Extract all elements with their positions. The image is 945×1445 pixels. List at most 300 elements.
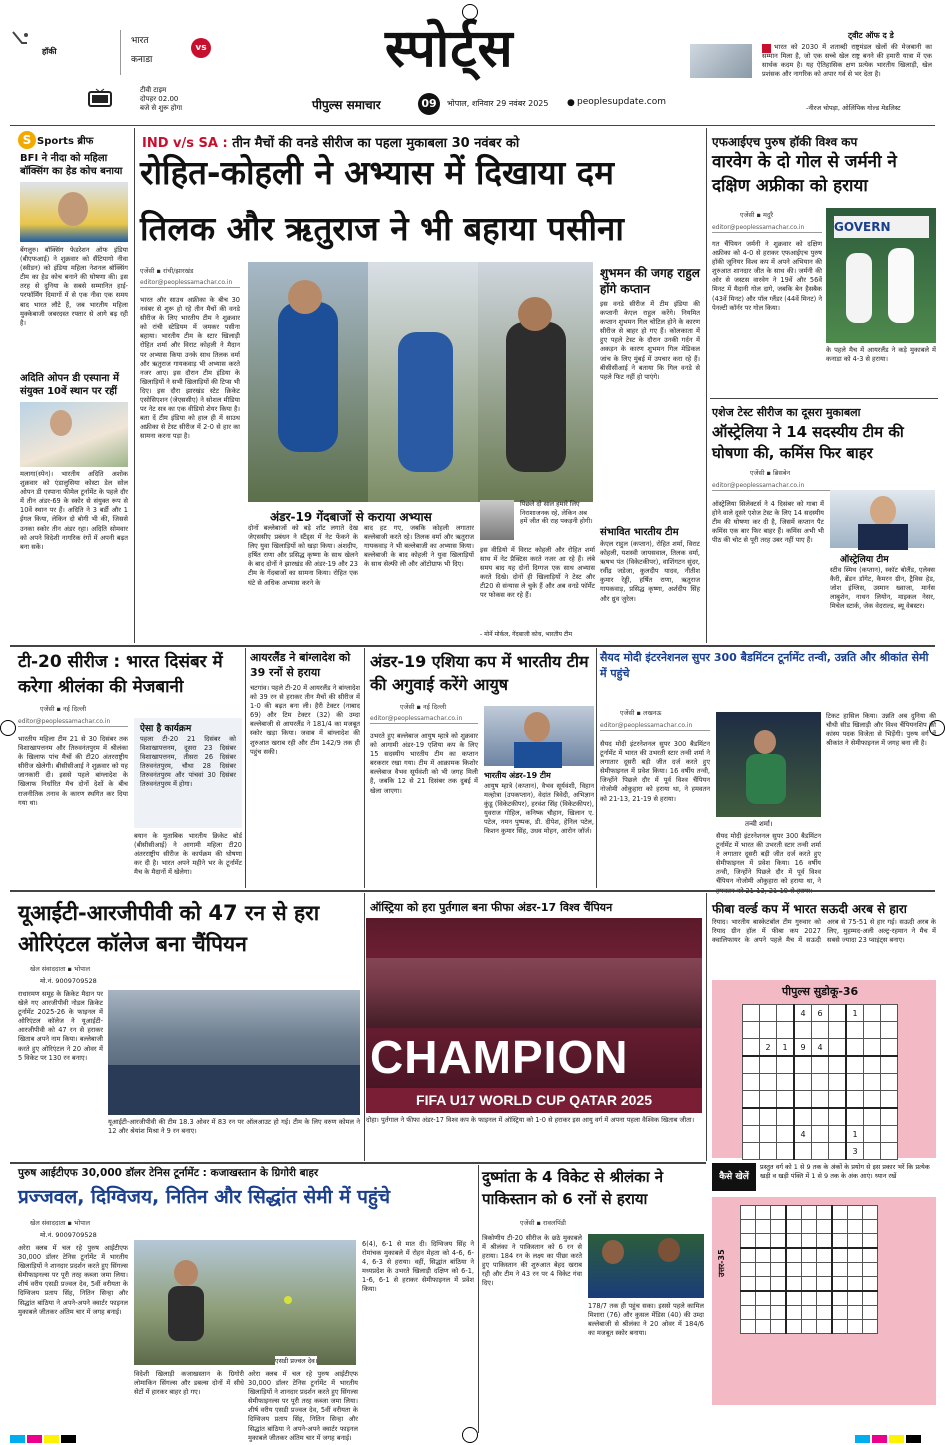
tennis-kicker: पुरुष आईटीएफ 30,000 डॉलर टेनिस टूर्नामेंट : कजाखस्तान के ग्रिगोरी बाहर bbox=[18, 1167, 319, 1179]
sudoku-cell bbox=[881, 1005, 898, 1022]
dateline: भोपाल, शनिवार 29 नवंबर 2025 bbox=[447, 99, 549, 108]
saudi-headline: फीबा वर्ल्ड कप में भारत सऊदी अरब से हारा bbox=[712, 902, 907, 916]
hockey-label: हॉकी bbox=[42, 47, 57, 56]
masthead-rule bbox=[10, 125, 935, 126]
col-rule-ireland bbox=[364, 648, 365, 888]
hockey-body: गत चैंपियन जर्मनी ने शुक्रवार को दक्षिण अफ्रीका को 4-0 से हराकर एफआईएच पुरुष हॉकी जूनियर विश्व कप में अपने अभियान की शुरुआत शानदार जीत के साथ की। जर्मनी की ओर से जस्टस वारवेग ने 19वें और 56वें मिनट में मैदानी गोल दागे, जबकि बेन हैसबैक (43वें मिनट) और पॉल ग्लैंडर (44वें मिनट) ने पेनल्टी कॉर्नर पर गोल किया। bbox=[712, 240, 822, 312]
answer-cell bbox=[756, 1306, 771, 1320]
ashes-squad-title: ऑस्ट्रेलिया टीम bbox=[840, 555, 889, 565]
sudoku-answer-panel bbox=[712, 1197, 936, 1405]
answer-cell bbox=[786, 1263, 802, 1277]
sudoku-cell bbox=[743, 1126, 760, 1143]
masthead-bar bbox=[312, 93, 697, 115]
answer-cell bbox=[802, 1291, 817, 1306]
fifa-caption: दोहा। पुर्तगाल ने फीफा अंडर-17 विश्व कप के फाइनल में ऑस्ट्रिया को 1-0 से हराकर इस आयु वर्ग में अपना पहला वैश्विक खिताब जीता। bbox=[366, 1116, 695, 1124]
section-rule-2 bbox=[10, 890, 935, 892]
brief2-body: मलागा(स्पेन)। भारतीय अदिति अशोक शुक्रवार को एंडालुसिया कोस्टा डेल सोल ओपन डी एस्पाना फीमेल टूर्नामेंट के पहले दौर में तीन अंडर-69 के स्कोर से संयुक्त रूप से 10वें स्थान पर हैं। अदिति ने 3 बर्डी और 1 ईगल किया, लेकिन दो बोगी भी की, जिससे उनका स्कोर तीन अंडर रहा। अदिति सोमवार को अपने विदेशी नागरिक रंगों में अपनी बढ़त बना सकें। bbox=[20, 470, 128, 551]
magenta-patch-2 bbox=[872, 1435, 887, 1443]
hockey-byline: एजेंसी ▪ मदुरै bbox=[740, 211, 774, 219]
fifa-champion-text: CHAMPION bbox=[370, 1031, 629, 1083]
answer-cell bbox=[832, 1306, 848, 1320]
sudoku-cell bbox=[812, 1074, 829, 1091]
uit-team-photo bbox=[108, 990, 360, 1115]
answer-cell bbox=[771, 1291, 787, 1306]
ireland-body: चटगांव। पहले टी-20 में आयरलैंड ने बांग्लादेश को 39 रन से हराकर तीन मैचों की सीरीज में 1-0 की बढ़त बना ली। हैरी टेक्टर (नाबाद 69) और टिम टेक्टर (32) की उम्दा बल्लेबाजी से आयरलैंड ने 181/4 का मजबूत स्कोर खड़ा किया। जवाब में बांग्लादेश की शुरुआत खराब रही और टीम 142/9 तक ही पहुंच सकी। bbox=[250, 684, 360, 756]
answer-cell bbox=[786, 1306, 802, 1320]
sudoku-cell bbox=[760, 1074, 777, 1091]
answer-cell bbox=[817, 1277, 833, 1292]
badminton-body: सैयद मोदी इंटरनेशनल सुपर 300 बैडमिंटन टूर्नामेंट में भारत की उभरती स्टार तन्वी शर्मा ने लगातार दूसरी बड़ी जीत दर्ज करते हुए सेमीफाइनल में प्रवेश किया। 16 वर्षीय तन्वी, जिन्होंने पिछले दौर में पूर्व विश्व चैंपियन नोजोमी ओकुहारा को हराया था, ने हमवतन को 21-13, 21-19 से हराया। bbox=[600, 740, 710, 803]
col-rule-tennis bbox=[478, 1165, 479, 1433]
schedule-title: ऐसा है कार्यक्रम bbox=[140, 724, 192, 734]
answer-cell bbox=[832, 1277, 848, 1292]
how-to-play-box bbox=[712, 1163, 936, 1193]
cummins-face bbox=[870, 496, 896, 526]
u19-team: आयुष म्हात्रे (कप्तान), वैभव सूर्यवंशी, विहान मल्होत्रा (उपकप्तान), वेदांत त्रिवेदी, अभिज्ञान कुंडू (विकेटकीपर), हरवंश सिंह (विकेटकीपर), युवराज गोहिल, कनिष्क चौहान, खिलान ए. पटेल, नमन पुष्पक, डी. दीपेश, हेनिल पटेल, किशन कुमार सिंह, उधव मोहन, आरोन जॉर्ज। bbox=[484, 782, 594, 836]
answer-cell bbox=[848, 1277, 863, 1292]
answer-cell bbox=[756, 1320, 771, 1334]
col-rule-uit bbox=[364, 893, 365, 1161]
dushmantha-headline: दुष्मांता के 4 विकेट से श्रीलंका ने पाकिस्तान को 6 रनों से हराया bbox=[482, 1168, 664, 1208]
t20-headline: टी-20 सीरीज : भारत दिसंबर में करेगा श्रीलंका की मेजबानी bbox=[18, 652, 223, 697]
sudoku-cell bbox=[829, 1074, 847, 1091]
answer-cell bbox=[863, 1234, 878, 1249]
tennis-body-2: 6(4), 6-1 से मात दी। दिग्विजय सिंह ने रोमांचक मुकाबले में रोहन मेहता को 4-6, 6-4, 6-3 से हराया। वहीं, सिद्धांत बांठिया ने मध्यप्रदेश के उभरते खिलाड़ी दक्षिण को 6-1, 1-6, 6-1 से हराकर सेमीफाइनल में प्रवेश किया। bbox=[362, 1240, 474, 1294]
lead-byline: एजेंसी ▪ रांची/झारखंड bbox=[140, 267, 194, 275]
sudoku-cell bbox=[812, 1143, 829, 1160]
tennis-photo bbox=[134, 1240, 356, 1365]
sudoku-cell bbox=[777, 1056, 795, 1074]
paper-name: पीपुल्स समाचार bbox=[312, 98, 381, 112]
tennis-caption: विदेशी खिलाड़ी कजाखस्तान के ग्रिगोरी लोमाकिन सिंगल्स और डबल्स दोनों में सीधे सेटों में हारकर बाहर हो गए। bbox=[134, 1370, 244, 1397]
sudoku-panel bbox=[712, 980, 936, 1158]
answer-row bbox=[741, 1306, 878, 1320]
sudoku-cell bbox=[794, 1074, 812, 1091]
answer-cell bbox=[817, 1248, 833, 1263]
aditi-face bbox=[50, 410, 72, 436]
sudoku-cell bbox=[777, 1108, 795, 1126]
masthead-title: स्पोर्ट्स bbox=[385, 19, 514, 79]
answer-cell bbox=[771, 1277, 787, 1292]
quote-author: - मोर्ने मोर्कल, गेंदबाजी कोच, भारतीय टीम bbox=[480, 631, 573, 638]
ashes-byline: एजेंसी ▪ ब्रिसबेन bbox=[750, 469, 791, 477]
answer-cell bbox=[741, 1306, 756, 1320]
registration-mark-left bbox=[0, 720, 16, 736]
answer-cell bbox=[771, 1306, 787, 1320]
ashes-body: ऑस्ट्रेलिया सिलेक्टर्स ने 4 दिसंबर को गाबा में होने वाले दूसरे एशेज टेस्ट के लिए 14 सदस्यीय टीम की घोषणा कर दी है, जिसमें कप्तान पैट कमिंस एक बार फिर बाहर हैं। कमिंस अभी भी पीठ की चोट से पूरी तरह उबर नहीं पाए हैं। bbox=[712, 500, 824, 545]
hockey-headline: वारवेग के दो गोल से जर्मनी ने दक्षिण अफ्रीका को हराया bbox=[712, 152, 897, 196]
page-number: 09 bbox=[418, 93, 440, 115]
answer-row bbox=[741, 1263, 878, 1277]
kohli-jersey bbox=[278, 302, 338, 452]
answer-cell bbox=[863, 1220, 878, 1234]
answer-cell bbox=[848, 1248, 863, 1263]
answer-cell bbox=[863, 1320, 878, 1334]
answer-cell bbox=[832, 1248, 848, 1263]
fifa-crowd bbox=[366, 958, 702, 1028]
sudoku-cell bbox=[829, 1126, 847, 1143]
right-column-rule bbox=[706, 128, 707, 643]
morkel-photo bbox=[480, 500, 514, 540]
registration-mark-top bbox=[462, 4, 478, 20]
sudoku-cell bbox=[881, 1108, 898, 1126]
answer-row bbox=[741, 1248, 878, 1263]
answer-cell bbox=[756, 1291, 771, 1306]
answer-cell bbox=[802, 1306, 817, 1320]
sudoku-cell bbox=[864, 1074, 881, 1091]
sudoku-cell bbox=[743, 1108, 760, 1126]
sudoku-cell bbox=[812, 1108, 829, 1126]
tennis-body: अरेरा क्लब में चल रहे पुरुष आईटीएफ 30,000 डॉलर टेनिस टूर्नामेंट में भारतीय खिलाड़ियों ने शानदार प्रदर्शन करते हुए सिंगल्स सेमीफाइनल्स पर पूरी तरह कब्जा जमा लिया। शीर्ष वरीय एसडी प्रज्वल देव, 5वीं वरीयता के दिग्विजय प्रताप सिंह, नितिन सिन्हा और सिद्धांत बांठिया ने अपने-अपने क्वार्टर फाइनल मुकाबले जीतकर अंतिम चार में जगह बनाई। bbox=[18, 1244, 128, 1316]
hockey-photo bbox=[826, 208, 936, 343]
answer-cell bbox=[848, 1206, 863, 1220]
answer-cell bbox=[786, 1277, 802, 1292]
hockey-kicker: एफआईएच पुरुष हॉकी विश्व कप bbox=[712, 135, 858, 149]
answer-cell bbox=[817, 1234, 833, 1249]
fifa-headline: ऑस्ट्रिया को हरा पुर्तगाल बना फीफा अंडर-17 विश्व चैंपियन bbox=[370, 901, 613, 914]
answer-row bbox=[741, 1206, 878, 1220]
sudoku-row bbox=[743, 1039, 898, 1057]
saudi-body: रियाद। भारतीय बास्केटबॉल टीम गुरुवार को रियाद ग्रीन हॉल में फीबा कप 2027 क्वालिफायर के अपने पहले मैच में सऊदी अरब से 75-51 से हार गई। सऊदी अरब के लिए, मुहम्मद-अली अल्ट्र-रहमान ने मैच में सबसे ज्यादा 23 प्वाइंट्स बनाए। bbox=[712, 918, 936, 945]
hockey-match-box bbox=[120, 30, 231, 75]
sudoku-row bbox=[743, 1126, 898, 1143]
sudoku-cell bbox=[881, 1022, 898, 1039]
ayush-jersey bbox=[514, 742, 562, 768]
answer-cell bbox=[756, 1263, 771, 1277]
tanvi-photo bbox=[716, 712, 821, 817]
sudoku-cell bbox=[794, 1091, 812, 1109]
sudoku-row bbox=[743, 1143, 898, 1160]
sudoku-cell: 4 bbox=[812, 1039, 829, 1057]
answer-cell bbox=[802, 1320, 817, 1334]
registration-mark-right bbox=[929, 720, 945, 736]
sudoku-cell bbox=[777, 1126, 795, 1143]
brief1-body: बेंगलुरु। बॉक्सिंग फेडरेशन ऑफ इंडिया (बीएफआई) ने शुक्रवार को सैंटियागो नीवा (स्वीडन) को इंडिया महिला नेशनल बॉक्सिंग टीम का हेड कोच बनाने की घोषणा की। इस तरह से दुनिया के सबसे सम्मानित हाई-परफॉर्मिंग दिमागों में से एक नीवा एक समय बाद भारत लौटे हैं, जब भारतीय महिला मुक्केबाजी जबरदस्त रफ्तार से आगे बढ़ रही है। bbox=[20, 246, 128, 327]
tennis-body-3: अरेरा क्लब में चल रहे पुरुष आईटीएफ 30,000 डॉलर टेनिस टूर्नामेंट में भारतीय खिलाड़ियों ने शानदार प्रदर्शन करते हुए सिंगल्स सेमीफाइनल्स पर पूरी तरह कब्जा जमा लिया। शीर्ष वरीय एसडी प्रज्वल देव, 5वीं वरीयता के दिग्विजय प्रताप सिंह, नितिन सिन्हा और सिद्धांत बांठिया ने अपने-अपने क्वार्टर फाइनल मुकाबले जीतकर अंतिम चार में जगह बनाई। bbox=[248, 1370, 358, 1442]
answer-cell bbox=[756, 1206, 771, 1220]
squad-title: संभावित भारतीय टीम bbox=[600, 527, 679, 538]
answer-cell bbox=[848, 1320, 863, 1334]
tennis-player-head bbox=[174, 1260, 198, 1286]
answer-cell bbox=[848, 1306, 863, 1320]
sudoku-cell: 4 bbox=[794, 1005, 812, 1022]
sudoku-cell bbox=[812, 1056, 829, 1074]
side-headline: शुभमन की जगह राहुल होंगे कप्तान bbox=[600, 266, 700, 296]
sudoku-cell: 4 bbox=[794, 1126, 812, 1143]
t20-byline: एजेंसी ▪ नई दिल्ली bbox=[40, 705, 87, 713]
sudoku-cell bbox=[760, 1056, 777, 1074]
ayush-photo bbox=[484, 706, 594, 766]
sports-brief-logo: S bbox=[18, 131, 36, 149]
dushmantha-photo bbox=[588, 1234, 704, 1298]
team1-label: भारत bbox=[131, 36, 149, 46]
answer-cell bbox=[848, 1220, 863, 1234]
answer-cell bbox=[863, 1306, 878, 1320]
sudoku-cell bbox=[743, 1056, 760, 1074]
lead-kicker-label: IND v/s SA : bbox=[142, 136, 228, 151]
sudoku-cell bbox=[812, 1091, 829, 1109]
answer-cell bbox=[832, 1263, 848, 1277]
sudoku-cell bbox=[777, 1143, 795, 1160]
tv-time-1: दोपहर 02.00 bbox=[140, 95, 179, 103]
sudoku-cell bbox=[864, 1143, 881, 1160]
uit-body: राधारमण समूह के क्रिकेट मैदान पर खेले गए आरजीपीवी नोडल क्रिकेट टूर्नामेंट 2025-26 के फाइनल में ओरिएंटल कॉलेज ने यूआईटी-आरजीपीवी को 47 रन से हराकर खिताब अपने नाम किया। बल्लेबाजी करते हुए ओरिएंटल ने 20 ओवर में 5 विकेट पर 130 रन बनाए। bbox=[18, 990, 103, 1062]
sudoku-cell bbox=[743, 1143, 760, 1160]
answer-cell bbox=[832, 1291, 848, 1306]
quote-text: पिछले दो साल हमारे लिए निराशाजनक रहे, लेकिन अब हमें जीत की राह पकड़नी होगी। bbox=[520, 500, 593, 525]
answer-cell bbox=[817, 1291, 833, 1306]
tilak-jersey bbox=[398, 332, 453, 472]
lead-email: editor@peoplessamachar.co.in bbox=[140, 279, 240, 288]
sudoku-cell bbox=[743, 1005, 760, 1022]
rohit-head bbox=[518, 297, 552, 331]
sudoku-cell bbox=[829, 1091, 847, 1109]
sudoku-cell bbox=[864, 1126, 881, 1143]
sudoku-cell bbox=[794, 1108, 812, 1126]
lead-photo-caption: अंडर-19 गेंदबाजों से कराया अभ्यास bbox=[270, 510, 432, 524]
answer-cell bbox=[802, 1206, 817, 1220]
quote-body: इस वीडियो में विराट कोहली और रोहित शर्मा साथ में नेट प्रैक्टिस करते नजर आ रहे हैं। लंबे समय बाद यह दोनों दिग्गज एक साथ अभ्यास करते दिखे। दोनों ही खिलाड़ियों ने टेस्ट और टी20 से संन्यास ले चुके हैं और अब वनडे फॉर्मेट पर फोकस कर रहे हैं। bbox=[480, 546, 595, 600]
sudoku-cell bbox=[777, 1074, 795, 1091]
tweet-text: भारत को 2030 में शताब्दी राष्ट्रमंडल खेलों की मेजबानी का सम्मान मिला है, जो एक सच्चे खेल राष्ट्र बनने की हमारी यात्रा में एक सार्थक कदम है। यह ऐतिहासिक क्षण प्रत्येक भारतीय खिलाड़ी, खेल प्रशंसक और नागरिक को अपार गर्व से भर देता है। bbox=[762, 43, 932, 79]
u19-byline: एजेंसी ▪ नई दिल्ली bbox=[400, 703, 447, 711]
section-rule-1 bbox=[10, 645, 935, 647]
registration-mark-bottom bbox=[462, 1427, 478, 1443]
hockey-photo-board: GOVERN bbox=[834, 216, 929, 238]
sudoku-cell: 9 bbox=[794, 1039, 812, 1057]
sudoku-row bbox=[743, 1074, 898, 1091]
answer-cell bbox=[786, 1220, 802, 1234]
sudoku-cell bbox=[881, 1056, 898, 1074]
cyan-patch-2 bbox=[855, 1435, 870, 1443]
answer-cell bbox=[863, 1206, 878, 1220]
answer-cell bbox=[832, 1234, 848, 1249]
answer-row bbox=[741, 1234, 878, 1249]
sudoku-cell bbox=[743, 1091, 760, 1109]
sudoku-cell bbox=[846, 1056, 864, 1074]
ireland-headline: आयरलैंड ने बांग्लादेश को 39 रनों से हराया bbox=[250, 651, 351, 679]
hockey-email: editor@peoplessamachar.co.in bbox=[712, 224, 822, 233]
u19-body: उभरते हुए बल्लेबाज आयुष म्हात्रे को शुक्रवार को आगामी अंडर-19 एशिया कप के लिए 15 सदस्यीय भारतीय टीम का कप्तान बरकरार रखा गया। टीम में आक्रामक किशोर बल्लेबाज वैभव सूर्यवंशी को भी जगह मिली है, जबकि 12 से 21 दिसंबर तक दुबई में खेला जाएगा। bbox=[370, 732, 478, 795]
sudoku-cell bbox=[829, 1039, 847, 1057]
ashes-headline: ऑस्ट्रेलिया ने 14 सदस्यीय टीम की घोषणा की, कमिंस फिर बाहर bbox=[712, 423, 904, 462]
col-rule-u19 bbox=[596, 648, 597, 888]
sudoku-grid bbox=[742, 1004, 898, 1160]
answer-cell bbox=[756, 1277, 771, 1292]
cmyk-strip-right bbox=[855, 1435, 921, 1443]
sudoku-row bbox=[743, 1091, 898, 1109]
sudoku-cell bbox=[829, 1005, 847, 1022]
sudoku-cell bbox=[777, 1005, 795, 1022]
sudoku-cell bbox=[846, 1039, 864, 1057]
sudoku-title: पीपुल्स सुडोकू-36 bbox=[782, 985, 859, 998]
answer-cell bbox=[817, 1320, 833, 1334]
black-patch-2 bbox=[906, 1435, 921, 1443]
uit-phone: मो.नं. 9009709528 bbox=[40, 977, 97, 985]
hockey-player-1 bbox=[846, 253, 872, 323]
sudoku-cell bbox=[864, 1108, 881, 1126]
u19-email: editor@peoplessamachar.co.in bbox=[370, 715, 478, 724]
answer-cell bbox=[832, 1220, 848, 1234]
badminton-body-2: टिकट हासिल किया। उन्नति अब दुनिया की चौथी सीड खिलाड़ी और विश्व चैंपियनशिप की कांस्य पदक विजेता से भिड़ेंगी। पुरुष वर्ग में श्रीकांत ने सेमीफाइनल में जगह बना ली है। bbox=[826, 712, 936, 748]
answer-cell bbox=[817, 1220, 833, 1234]
answer-cell bbox=[802, 1263, 817, 1277]
tanvi-caption: तन्वी शर्मा। bbox=[745, 820, 773, 828]
answer-cell bbox=[817, 1206, 833, 1220]
sudoku-cell bbox=[864, 1091, 881, 1109]
sudoku-cell: 1 bbox=[777, 1039, 795, 1057]
answer-cell bbox=[786, 1291, 802, 1306]
sudoku-cell bbox=[846, 1074, 864, 1091]
tv-time-2: बजे से शुरू होगा bbox=[140, 104, 183, 112]
how-to-play-label: कैसे खेलें bbox=[712, 1163, 756, 1191]
dushmantha-byline: एजेंसी ▪ रावलपिंडी bbox=[520, 1219, 566, 1227]
player-1-head bbox=[602, 1240, 624, 1264]
team2-label: कनाडा bbox=[131, 55, 153, 65]
website-icon: ● bbox=[567, 98, 575, 108]
left-column-rule bbox=[134, 128, 135, 643]
lead-col-3: दोनों बल्लेबाजों को बड़े शॉट लगाते देख जेएससीए प्रबंधन ने स्टैंड्स में नेट फेंकने के लिए युवा खिलाड़ियों को खड़ा किया। अंशदीप, हर्षित राणा और प्रसिद्ध कृष्णा के साथ खेलने के बाद दोनों ने झारखंड की अंडर-19 और 23 टीम के गेंदबाजों का सामना किया। रोहित एक घंटे से अधिक अभ्यास करने के bbox=[248, 524, 358, 587]
sudoku-cell bbox=[743, 1039, 760, 1057]
schedule-body: पहला टी-20 21 दिसंबर को विशाखापत्तनम, दूसरा 23 दिसंबर विशाखापत्तनम, तीसरा 26 दिसंबर तिरुवनंतपुरम, चौथा 28 दिसंबर तिरुवनंतपुरम और पांचवां 30 दिसंबर तिरुवनंतपुरम में होगा। bbox=[140, 735, 236, 789]
sudoku-cell bbox=[846, 1108, 864, 1126]
tv-icon bbox=[88, 88, 112, 108]
u19-headline: अंडर-19 एशिया कप में भारतीय टीम की अगुवाई करेंगे आयुष bbox=[370, 652, 589, 694]
sudoku-cell bbox=[794, 1056, 812, 1074]
badminton-byline: एजेंसी ▪ लखनऊ bbox=[620, 709, 662, 717]
col-rule-t20 bbox=[245, 648, 246, 888]
side-body: इस वनडे सीरीज में टीम इंडिया की कप्तानी केएल राहुल करेंगे। नियमित कप्तान शुभमन गिल चोटिल होने के कारण सीरीज से बाहर हो गए हैं। कोलकाता में हुए पहले टेस्ट के दौरान उनकी गर्दन में अकड़न के कारण शुभमन गिल मेडिकल जांच के लिए मुंबई में उपचार करा रहे हैं। बीसीसीआई ने बताया कि गिल वनडे से पहले फिट नहीं हो पाएंगे। bbox=[600, 300, 700, 381]
tv-time-box bbox=[140, 86, 220, 113]
cummins-jersey bbox=[858, 524, 908, 550]
website: peoplesupdate.com bbox=[577, 97, 666, 107]
answer-cell bbox=[848, 1263, 863, 1277]
sudoku-cell bbox=[864, 1039, 881, 1057]
tennis-phone: मो.नं. 9009709528 bbox=[40, 1231, 97, 1239]
answer-cell bbox=[771, 1206, 787, 1220]
black-patch bbox=[61, 1435, 76, 1443]
sudoku-cell bbox=[760, 1126, 777, 1143]
how-to-play-text: प्रस्तुत वर्ग को 1 से 9 तक के अंकों के प्रयोग से इस प्रकार भरें कि प्रत्येक खड़ी व खड़ी पंक्ति में 1 से 9 तक के अंक आएं। ध्यान रखें bbox=[760, 1163, 930, 1180]
answer-cell bbox=[832, 1320, 848, 1334]
lead-col-4: बाद हट गए, जबकि कोहली लगातार बल्लेबाजी करते रहे। तिलक वर्मा और ऋतुराज गायकवाड़ ने भी बल्लेबाजी का अभ्यास किया। बल्लेबाजी के बाद कोहली ने युवा खिलाड़ियों के साथ सेल्फी ली और ऑटोग्राफ भी दिए। bbox=[364, 524, 474, 569]
sudoku-cell bbox=[829, 1056, 847, 1074]
answer-cell bbox=[786, 1320, 802, 1334]
t20-schedule-box bbox=[134, 718, 242, 828]
badminton-headline-box bbox=[600, 650, 935, 682]
answer-cell bbox=[741, 1277, 756, 1292]
answer-cell bbox=[756, 1234, 771, 1249]
answer-cell bbox=[817, 1263, 833, 1277]
tennis-player-body bbox=[168, 1286, 204, 1341]
sudoku-row bbox=[743, 1056, 898, 1074]
sudoku-cell bbox=[812, 1126, 829, 1143]
hockey-icon bbox=[10, 30, 30, 46]
sudoku-cell: 1 bbox=[846, 1126, 864, 1143]
col-rule-fifa bbox=[706, 893, 707, 1161]
sudoku-row bbox=[743, 1108, 898, 1126]
squad-list: केएल राहुल (कप्तान), रोहित शर्मा, विराट कोहली, यशस्वी जायसवाल, तिलक वर्मा, ऋषभ पंत (विकेटकीपर), वाशिंगटन सुंदर, रवींद्र जडेजा, कुलदीप यादव, नीतीश कुमार रेड्डी, हर्षित राणा, ऋतुराज गायकवाड़, प्रसिद्ध कृष्णा, अर्शदीप सिंह और ध्रुव जुरेल। bbox=[600, 540, 700, 603]
answer-cell bbox=[802, 1234, 817, 1249]
lead-kicker-rest: तीन मैचों की वनडे सीरीज का पहला मुकाबला 30 नवंबर को bbox=[232, 136, 520, 151]
rohit-jersey bbox=[506, 322, 566, 472]
sudoku-cell bbox=[760, 1005, 777, 1022]
brief1-title: BFI ने नीदा को महिला बॉक्सिंग का हेड कोच बनाया bbox=[20, 153, 123, 177]
sudoku-cell bbox=[760, 1091, 777, 1109]
magenta-patch bbox=[27, 1435, 42, 1443]
uit-headline: यूआईटी-आरजीपीवी को 47 रन से हरा ओरिएंटल कॉलेज बना चैंपियन bbox=[18, 901, 320, 956]
sudoku-cell bbox=[864, 1005, 881, 1022]
section-rule-3 bbox=[10, 1162, 706, 1164]
answer-cell bbox=[863, 1277, 878, 1292]
badminton-headline: सैयद मोदी इंटरनेशनल सुपर 300 बैडमिंटन टूर्नामेंट तन्वी, उन्नति और श्रीकांत सेमी में पहुंचे bbox=[600, 651, 929, 680]
sudoku-cell bbox=[794, 1022, 812, 1039]
sudoku-cell bbox=[777, 1091, 795, 1109]
sudoku-cell bbox=[760, 1108, 777, 1126]
answer-cell bbox=[786, 1248, 802, 1263]
uit-byline: खेल संवाददाता ▪ भोपाल bbox=[30, 965, 91, 973]
lead-headline-1: रोहित-कोहली ने अभ्यास में दिखाया दम bbox=[140, 153, 614, 192]
ayush-face bbox=[524, 712, 550, 742]
neeraj-photo bbox=[690, 44, 752, 78]
tweet-author: -नीरज चोपड़ा, ओलिंपिक गोल्ड मेडलिस्ट bbox=[806, 104, 901, 112]
answer-row bbox=[741, 1291, 878, 1306]
hockey-player-2 bbox=[888, 248, 914, 323]
sudoku-row bbox=[743, 1022, 898, 1039]
coach-face bbox=[58, 192, 88, 226]
ashes-kicker: एशेज टेस्ट सीरीज का दूसरा मुकाबला bbox=[712, 406, 861, 419]
answer-cell bbox=[848, 1234, 863, 1249]
tanvi-face bbox=[754, 730, 776, 754]
sudoku-cell bbox=[864, 1022, 881, 1039]
t20-body-2: बयान के मुताबिक भारतीय क्रिकेट बोर्ड (बीसीसीआई) ने आगामी महिला टी20 अंतरराष्ट्रीय सीरीज के कार्यक्रम की घोषणा कर दी है। भारत अपने महीने भर के टूर्नामेंट मैच के मैदानों में खेलेगा। bbox=[134, 832, 242, 877]
hockey-caption: के पहले मैच में आयरलैंड ने कड़े मुकाबले में कनाडा को 4-3 से हराया। bbox=[826, 346, 936, 364]
badminton-email: editor@peoplessamachar.co.in bbox=[600, 722, 710, 731]
brief2-title: अदिति ओपन डी एस्पाना में संयुक्त 10वें स्थान पर रहीं bbox=[20, 373, 119, 397]
answer-row bbox=[741, 1320, 878, 1334]
yellow-patch bbox=[44, 1435, 59, 1443]
answer-cell bbox=[741, 1234, 756, 1249]
sudoku-cell bbox=[846, 1022, 864, 1039]
answer-cell bbox=[786, 1206, 802, 1220]
prev-label: उत्तर-35 bbox=[717, 1249, 726, 1277]
answer-cell bbox=[771, 1234, 787, 1249]
sudoku-cell bbox=[760, 1143, 777, 1160]
sudoku-cell bbox=[743, 1022, 760, 1039]
sudoku-cell: 2 bbox=[760, 1039, 777, 1057]
answer-cell bbox=[741, 1320, 756, 1334]
aditi-photo bbox=[20, 402, 128, 467]
tv-time-label: टीवी टाइम bbox=[140, 86, 167, 94]
sudoku-cell bbox=[864, 1056, 881, 1074]
sudoku-cell bbox=[829, 1108, 847, 1126]
answer-cell bbox=[786, 1234, 802, 1249]
sudoku-cell bbox=[812, 1022, 829, 1039]
sudoku-cell: 3 bbox=[846, 1143, 864, 1160]
tennis-ball bbox=[284, 1296, 292, 1304]
sudoku-cell bbox=[777, 1022, 795, 1039]
fifa-photo bbox=[366, 918, 702, 1113]
hockey-ashes-rule bbox=[710, 398, 938, 399]
answer-row bbox=[741, 1277, 878, 1292]
quote-box bbox=[480, 500, 595, 642]
cummins-photo bbox=[830, 490, 935, 548]
answer-cell bbox=[863, 1291, 878, 1306]
ashes-email: editor@peoplessamachar.co.in bbox=[712, 482, 832, 491]
answer-cell bbox=[848, 1291, 863, 1306]
tanvi-kit bbox=[746, 754, 786, 804]
answer-cell bbox=[741, 1248, 756, 1263]
